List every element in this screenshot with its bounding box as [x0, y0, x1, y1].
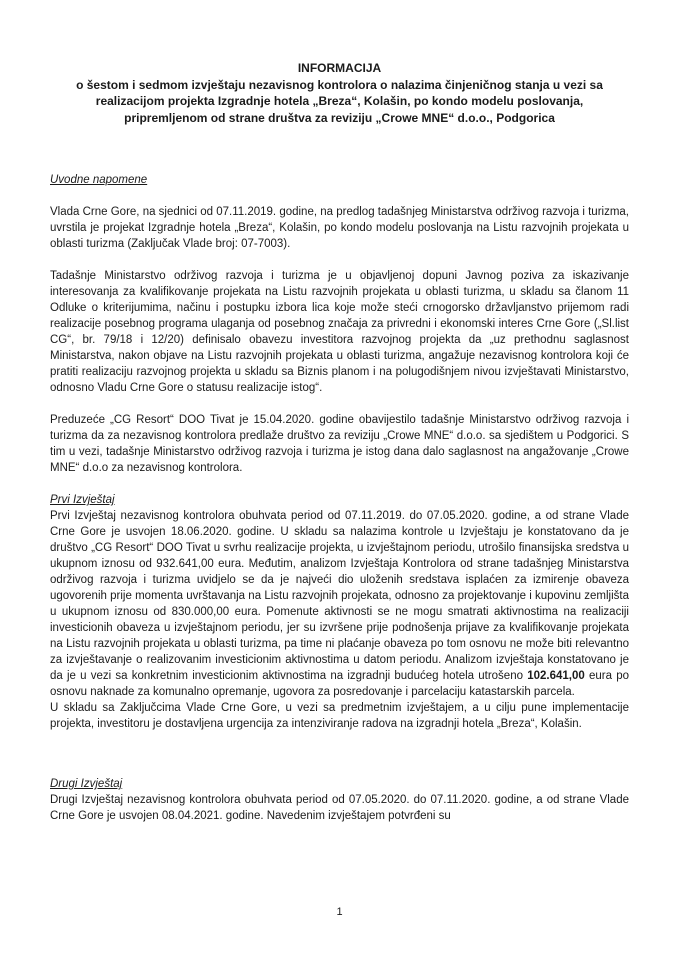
section-heading-second-report [50, 776, 629, 792]
document-title-subtitle: o šestom i sedmom izvještaju nezavisnog kontrolora o nalazima činjeničnog stanja u vezi sa realizacijom projekta Izgradnje hotela „Breza“, Kolašin, po kondo modelu poslovanja, pripremljenom od strane društva za reviziju „Crowe MNE“ d.o.o., Podgorica [76, 77, 603, 125]
first-report-paragraph-1-text-before: Prvi Izvještaj nezavisnog kontrolora obuhvata period od 07.11.2019. do 07.05.2020. godine, a od strane Vlade Crne Gore je usvojen 18.06.2020. godine. U skladu sa nalazima kontrole u Izvještaju je konstatovano da je društvo „CG Resort“ DOO Tivat u svrhu realizacije projekta, u izvještajnom periodu, utrošilo finansijska sredstva u ukupnom iznosu od 932.641,00 eura. Međutim, analizom Izvještaja Kontrolora od strane tadašnjeg Ministarstva održivog razvoja i turizma uvidjelo se da je najveći dio uloženih sredstava isplaćen za izmirenje obaveza ugovorenih prije momenta uvrštavanja na Listu razvojnih projekata, odnosno za projektovanje i kupovinu zemljišta u ukupnom iznosu od 830.000,00 eura. Pomenute aktivnosti se ne mogu smatrati aktivnostima na realizaciji investicionih obaveza u izvještajnom periodu, jer su izvršene prije podnošenja prijave za kvalifikovanje projekata na Listu razvojnih projekata u oblasti turizma, pa time ni plaćanje obaveza po tom osnovu ne može biti relevantno za izvještavanje o realizovanim investicionim aktivnostima u datom periodu. Analizom izvještaja konstatovano je da je u vezi sa konkretnim investicionim aktivnostima na izgradnji budućeg hotela utrošeno [50, 510, 629, 682]
section-heading-first-report [50, 492, 629, 508]
section-heading-first-report-text: Prvi Izvještaj [50, 494, 115, 506]
spent-amount-highlight: 102.641,00 [527, 670, 585, 682]
intro-paragraph-2: Tadašnje Ministarstvo održivog razvoja i turizma je u objavljenoj dopuni Javnog poziva za iskazivanje interesovanja za kvalifikovanje projekata na Listu razvojnih projekata u oblasti turizma, u skladu sa članom 11 Odluke o kriterijumima, načinu i postupku izbora lica koje može steći crnogorsko državljanstvo prijemom radi realizacije posebnog programa ulaganja od posebnog značaja za privredni i ekonomski interes Crne Gore („Sl.list CG“, br. 79/18 i 12/20) definisalo obavezu investitora razvojnog projekta da „uz prethodnu saglasnost Ministarstva, nakon objave na Listu razvojnih projekata u oblasti turizma, angažuje nezavisnog kontrolora koji će pratiti realizaciju razvojnog projekta u skladu sa Biznis planom i na polugodišnjem nivou izvještavati Ministarstvo, odnosno Vladu Crne Gore o statusu realizacije istog“. [50, 270, 629, 394]
section-heading-intro-text: Uvodne napomene [50, 174, 148, 186]
intro-paragraph-1: Vlada Crne Gore, na sjednici od 07.11.2019. godine, na predlog tadašnjeg Ministarstva održivog razvoja i turizma, uvrstila je projekat Izgradnje hotela „Breza“, Kolašin, po kondo modelu poslovanja na Listu razvojnih projekata u oblasti turizma (Zaključak Vlade broj: 07-7003). [50, 206, 629, 250]
section-heading-second-report-text: Drugi Izvještaj [50, 778, 123, 790]
document-title-main: INFORMACIJA [297, 61, 382, 75]
section-heading-intro [50, 172, 629, 188]
first-report-paragraph-1-text-after: eura po osnovu naknade za komunalno opremanje, ugovora za posredovanje i parcelaciju katastarskih parcela. [50, 670, 629, 698]
second-report-paragraph-1: Drugi Izvještaj nezavisnog kontrolora obuhvata period od 07.05.2020. do 07.11.2020. godine, a od strane Vlade Crne Gore je usvojen 08.04.2021. godine. Navedenim izvještajem potvrđeni su [50, 794, 629, 822]
first-report-paragraph-2: U skladu sa Zaključcima Vlade Crne Gore, u vezi sa predmetnim izvještajem, a u cilju pune implementacije projekta, investitoru je dostavljena urgencija za intenziviranje radova na izgradnji hotela „Breza“, Kolašin. [50, 702, 629, 730]
intro-paragraph-3: Preduzeće „CG Resort“ DOO Tivat je 15.04.2020. godine obavijestilo tadašnje Ministarstvo održivog razvoja i turizma da za nezavisnog kontrolora predlaže društvo za reviziju „Crowe MNE“ d.o.o. sa sjedištem u Podgorici. S tim u vezi, tadašnje Ministarstvo održivog razvoja i turizma je istog dana dalo saglasnost na angažovanje „Crowe MNE“ d.o.o za nezavisnog kontrolora. [50, 414, 629, 474]
first-report-paragraph-1 [50, 508, 629, 700]
document-title [54, 60, 625, 126]
page-number: 1 [336, 906, 343, 918]
